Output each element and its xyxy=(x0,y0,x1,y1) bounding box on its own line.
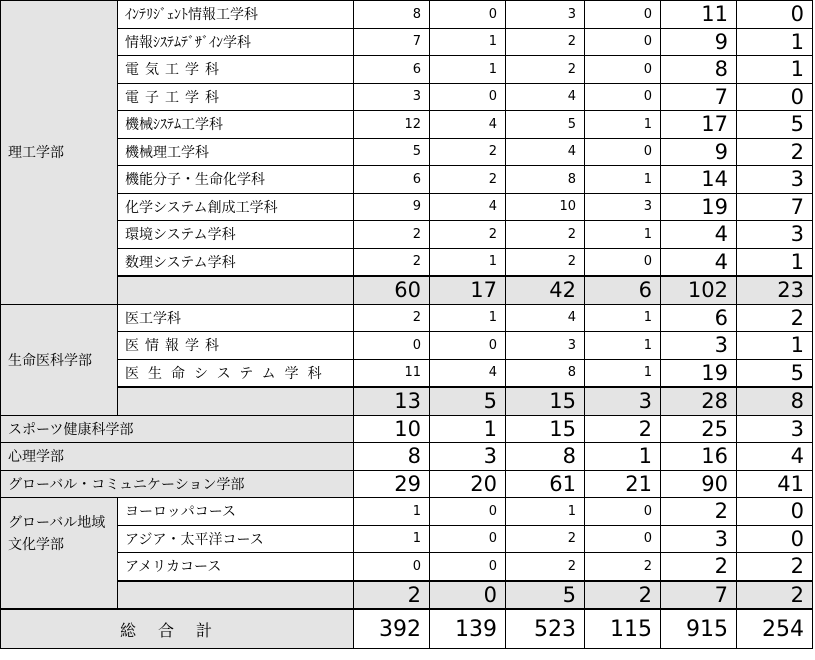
table-cell: 3 xyxy=(506,332,585,360)
table-cell: 3 xyxy=(430,443,506,471)
department-name: 機能分子・生命化学科 xyxy=(118,166,354,194)
table-cell: 0 xyxy=(737,525,813,553)
table-row xyxy=(1,498,813,526)
table-cell: 2 xyxy=(354,248,430,276)
table-cell: 1 xyxy=(585,304,661,332)
table-cell: 0 xyxy=(430,332,506,360)
table-cell: 25 xyxy=(661,415,737,443)
table-cell: 19 xyxy=(661,193,737,221)
grand-total-row xyxy=(1,609,813,649)
table-cell: 7 xyxy=(354,28,430,56)
department-name: 医生命システム学科 xyxy=(118,359,354,387)
table-row xyxy=(1,56,813,84)
table-cell: 0 xyxy=(585,1,661,29)
table-cell: 4 xyxy=(430,359,506,387)
subtotal-cell: 8 xyxy=(737,387,813,415)
table-cell: 10 xyxy=(506,193,585,221)
table-row xyxy=(1,304,813,332)
table-row xyxy=(1,193,813,221)
table-row xyxy=(1,1,813,29)
table-cell: 0 xyxy=(430,1,506,29)
table-cell: 10 xyxy=(354,415,430,443)
table-cell: 3 xyxy=(737,415,813,443)
table-cell: 1 xyxy=(430,28,506,56)
subtotal-row xyxy=(1,581,813,610)
table-cell: 0 xyxy=(737,83,813,111)
subtotal-cell: 23 xyxy=(737,276,813,304)
table-cell: 0 xyxy=(737,1,813,29)
table-row xyxy=(1,553,813,581)
table-cell: 19 xyxy=(661,359,737,387)
subtotal-spacer xyxy=(118,387,354,415)
grand-total-cell: 139 xyxy=(430,609,506,649)
table-cell: 1 xyxy=(737,28,813,56)
subtotal-cell: 17 xyxy=(430,276,506,304)
department-name: 化学システム創成工学科 xyxy=(118,193,354,221)
department-name: 医情報学科 xyxy=(118,332,354,360)
table-cell: 14 xyxy=(661,166,737,194)
table-cell: 0 xyxy=(354,332,430,360)
table-cell: 0 xyxy=(430,498,506,526)
table-cell: 2 xyxy=(737,304,813,332)
table-cell: 2 xyxy=(354,304,430,332)
table-cell: 2 xyxy=(506,56,585,84)
table-cell: 2 xyxy=(506,525,585,553)
table-cell: 7 xyxy=(661,83,737,111)
table-cell: 1 xyxy=(430,56,506,84)
subtotal-cell: 6 xyxy=(585,276,661,304)
table-cell: 2 xyxy=(585,553,661,581)
table-cell: 15 xyxy=(506,415,585,443)
table-cell: 5 xyxy=(737,111,813,139)
table-row xyxy=(1,248,813,276)
faculty-name: 心理学部 xyxy=(1,443,354,471)
table-cell: 9 xyxy=(354,193,430,221)
subtotal-cell: 2 xyxy=(585,581,661,610)
faculty-name: グローバル・コミュニケーション学部 xyxy=(1,470,354,498)
subtotal-row xyxy=(1,276,813,304)
table-cell: 9 xyxy=(661,28,737,56)
department-name: アジア・太平洋コース xyxy=(118,525,354,553)
table-cell: 0 xyxy=(430,553,506,581)
table-cell: 2 xyxy=(737,553,813,581)
department-name: ヨーロッパコース xyxy=(118,498,354,526)
table-cell: 0 xyxy=(430,83,506,111)
table-cell: 2 xyxy=(430,138,506,166)
table-row xyxy=(1,221,813,249)
table-cell: 3 xyxy=(506,1,585,29)
table-cell: 0 xyxy=(585,498,661,526)
table-cell: 1 xyxy=(354,498,430,526)
table-cell: 4 xyxy=(506,83,585,111)
table-cell: 41 xyxy=(737,470,813,498)
table-cell: 1 xyxy=(430,304,506,332)
table-cell: 1 xyxy=(737,248,813,276)
table-cell: 2 xyxy=(661,498,737,526)
table-row xyxy=(1,525,813,553)
table-cell: 1 xyxy=(585,166,661,194)
table-cell: 9 xyxy=(661,138,737,166)
faculty-row xyxy=(1,415,813,443)
table-cell: 2 xyxy=(661,553,737,581)
table-cell: 6 xyxy=(354,56,430,84)
table-cell: 1 xyxy=(585,359,661,387)
table-cell: 4 xyxy=(430,111,506,139)
table-cell: 2 xyxy=(506,28,585,56)
table-cell: 12 xyxy=(354,111,430,139)
subtotal-cell: 42 xyxy=(506,276,585,304)
table-cell: 11 xyxy=(354,359,430,387)
table-cell: 2 xyxy=(506,553,585,581)
table-cell: 3 xyxy=(585,193,661,221)
department-name: 電気工学科 xyxy=(118,56,354,84)
table-cell: 2 xyxy=(430,221,506,249)
department-name: 数理システム学科 xyxy=(118,248,354,276)
faculty-name: グローバル地域文化学部 xyxy=(1,498,118,610)
subtotal-spacer xyxy=(118,276,354,304)
faculty-row xyxy=(1,470,813,498)
table-row xyxy=(1,111,813,139)
table-cell: 4 xyxy=(661,221,737,249)
table-cell: 3 xyxy=(661,525,737,553)
table-cell: 8 xyxy=(506,166,585,194)
grand-total-cell: 115 xyxy=(585,609,661,649)
subtotal-cell: 13 xyxy=(354,387,430,415)
subtotal-cell: 7 xyxy=(661,581,737,610)
grand-total-cell: 523 xyxy=(506,609,585,649)
table-cell: 3 xyxy=(737,221,813,249)
table-cell: 1 xyxy=(585,221,661,249)
faculty-name: スポーツ健康科学部 xyxy=(1,415,354,443)
table-cell: 90 xyxy=(661,470,737,498)
subtotal-spacer xyxy=(118,581,354,610)
grand-total-cell: 254 xyxy=(737,609,813,649)
table-cell: 4 xyxy=(506,138,585,166)
table-cell: 17 xyxy=(661,111,737,139)
department-name: 機械理工学科 xyxy=(118,138,354,166)
table-cell: 6 xyxy=(661,304,737,332)
table-cell: 11 xyxy=(661,1,737,29)
subtotal-cell: 102 xyxy=(661,276,737,304)
table-row xyxy=(1,359,813,387)
subtotal-cell: 28 xyxy=(661,387,737,415)
table-cell: 1 xyxy=(430,248,506,276)
table-cell: 1 xyxy=(737,332,813,360)
subtotal-row xyxy=(1,387,813,415)
table-cell: 0 xyxy=(585,138,661,166)
table-cell: 2 xyxy=(354,221,430,249)
subtotal-cell: 5 xyxy=(506,581,585,610)
table-cell: 2 xyxy=(506,221,585,249)
table-cell: 0 xyxy=(585,525,661,553)
table-cell: 8 xyxy=(354,1,430,29)
subtotal-cell: 0 xyxy=(430,581,506,610)
department-name: 機械ｼｽﾃﾑ工学科 xyxy=(118,111,354,139)
table-cell: 0 xyxy=(430,525,506,553)
table-cell: 7 xyxy=(737,193,813,221)
department-name: 情報ｼｽﾃﾑﾃﾞｻﾞｲﾝ学科 xyxy=(118,28,354,56)
grand-total-cell: 915 xyxy=(661,609,737,649)
table-cell: 4 xyxy=(661,248,737,276)
table-cell: 0 xyxy=(585,248,661,276)
table-cell: 4 xyxy=(506,304,585,332)
table-cell: 8 xyxy=(506,359,585,387)
faculty-name: 生命医科学部 xyxy=(1,304,118,415)
table-cell: 6 xyxy=(354,166,430,194)
table-cell: 3 xyxy=(737,166,813,194)
subtotal-cell: 2 xyxy=(737,581,813,610)
table-cell: 1 xyxy=(585,443,661,471)
table-cell: 8 xyxy=(354,443,430,471)
department-name: 医工学科 xyxy=(118,304,354,332)
table-cell: 0 xyxy=(585,28,661,56)
table-row xyxy=(1,332,813,360)
table-cell: 2 xyxy=(506,248,585,276)
table-cell: 3 xyxy=(354,83,430,111)
table-cell: 21 xyxy=(585,470,661,498)
department-name: 環境システム学科 xyxy=(118,221,354,249)
table-cell: 0 xyxy=(585,56,661,84)
table-cell: 5 xyxy=(737,359,813,387)
grand-total-label: 総合計 xyxy=(1,609,354,649)
table-cell: 2 xyxy=(585,415,661,443)
table-row xyxy=(1,83,813,111)
table-cell: 3 xyxy=(661,332,737,360)
table-cell: 5 xyxy=(354,138,430,166)
table-cell: 29 xyxy=(354,470,430,498)
department-name: 電子工学科 xyxy=(118,83,354,111)
table-row xyxy=(1,28,813,56)
subtotal-cell: 5 xyxy=(430,387,506,415)
grand-total-cell: 392 xyxy=(354,609,430,649)
faculty-name: 理工学部 xyxy=(1,1,118,305)
table-cell: 8 xyxy=(661,56,737,84)
table-cell: 2 xyxy=(737,138,813,166)
table-cell: 1 xyxy=(354,525,430,553)
table-cell: 0 xyxy=(585,83,661,111)
subtotal-cell: 15 xyxy=(506,387,585,415)
subtotal-cell: 2 xyxy=(354,581,430,610)
table-cell: 1 xyxy=(585,332,661,360)
table-cell: 5 xyxy=(506,111,585,139)
subtotal-cell: 3 xyxy=(585,387,661,415)
table-row xyxy=(1,166,813,194)
table-cell: 16 xyxy=(661,443,737,471)
table-row xyxy=(1,138,813,166)
department-name: アメリカコース xyxy=(118,553,354,581)
table-cell: 61 xyxy=(506,470,585,498)
table-cell: 0 xyxy=(737,498,813,526)
department-name: ｲﾝﾃﾘｼﾞｪﾝﾄ情報工学科 xyxy=(118,1,354,29)
table-cell: 4 xyxy=(737,443,813,471)
table-cell: 2 xyxy=(430,166,506,194)
table-cell: 1 xyxy=(430,415,506,443)
table-cell: 20 xyxy=(430,470,506,498)
table-cell: 1 xyxy=(737,56,813,84)
table-cell: 4 xyxy=(430,193,506,221)
table-cell: 8 xyxy=(506,443,585,471)
faculty-row xyxy=(1,443,813,471)
table-cell: 1 xyxy=(506,498,585,526)
table-cell: 1 xyxy=(585,111,661,139)
subtotal-cell: 60 xyxy=(354,276,430,304)
table-cell: 0 xyxy=(354,553,430,581)
